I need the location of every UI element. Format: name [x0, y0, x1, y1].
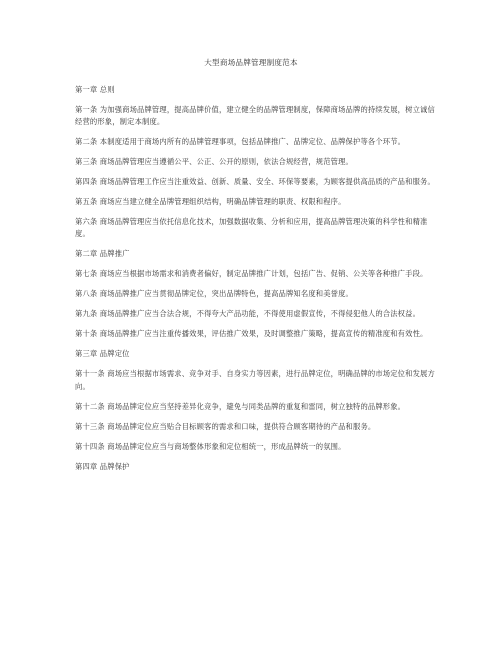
chapter-heading: 第四章 品牌保护 — [75, 461, 130, 471]
article-paragraph: 第七条 商场应当根据市场需求和消费者偏好，制定品牌推广计划，包括广告、促销、公关等各种推广手段。 — [75, 269, 428, 279]
article-paragraph: 第八条 商场品牌推广应当贯彻品牌定位，突出品牌特色，提高品牌知名度和美誉度。 — [75, 289, 354, 299]
article-paragraph: 第三条 商场品牌管理应当遵循公平、公正、公开的原则，依法合规经营，规范管理。 — [75, 157, 354, 167]
chapter-heading: 第一章 总则 — [75, 85, 115, 94]
article-paragraph: 第十三条 商场品牌定位应当贴合目标顾客的需求和口味，提供符合顾客期待的产品和服务。 — [75, 421, 376, 431]
article-paragraph: 第二条 本制度适用于商场内所有的品牌管理事项，包括品牌推广、品牌定位、品牌保护等各个环节。 — [75, 137, 406, 147]
article-paragraph: 第五条 商场应当建立健全品牌管理组织结构，明确品牌管理的职责、权限和程序。 — [75, 197, 346, 207]
chapter-heading: 第三章 品牌定位 — [75, 349, 130, 359]
document-title: 大型商场品牌管理制度范本 — [204, 58, 298, 67]
article-paragraph: 第十二条 商场品牌定位应当坚持差异化竞争，避免与同类品牌的重复和雷同，树立独特的品牌形象。 — [75, 401, 406, 411]
document-body — [75, 84, 435, 481]
article-paragraph: 第九条 商场品牌推广应当合法合规，不得夸大产品功能，不得使用虚假宣传，不得侵犯他人的合法权益。 — [75, 309, 421, 319]
article-paragraph: 第十一条 商场应当根据市场需求、竞争对手、自身实力等因素，进行品牌定位，明确品牌的市场定位和发展方向。 — [75, 369, 435, 391]
chapter-heading: 第二章 品牌推广 — [75, 249, 130, 259]
article-paragraph: 第十条 商场品牌推广应当注重传播效果，评估推广效果，及时调整推广策略，提高宣传的精准度和有效性。 — [75, 329, 428, 339]
article-paragraph: 第六条 商场品牌管理应当依托信息化技术，加强数据收集、分析和应用，提高品牌管理决策的科学性和精准度。 — [75, 217, 428, 239]
article-paragraph: 第一条 为加强商场品牌管理，提高品牌价值，建立健全的品牌管理制度，保障商场品牌的持续发展，树立诚信经营的形象，制定本制度。 — [75, 105, 435, 127]
article-paragraph: 第十四条 商场品牌定位应当与商场整体形象和定位相统一，形成品牌统一的氛围。 — [75, 441, 346, 451]
article-paragraph: 第四条 商场品牌管理工作应当注重效益、创新、质量、安全、环保等要素，为顾客提供高品质的产品和服务。 — [75, 177, 435, 187]
